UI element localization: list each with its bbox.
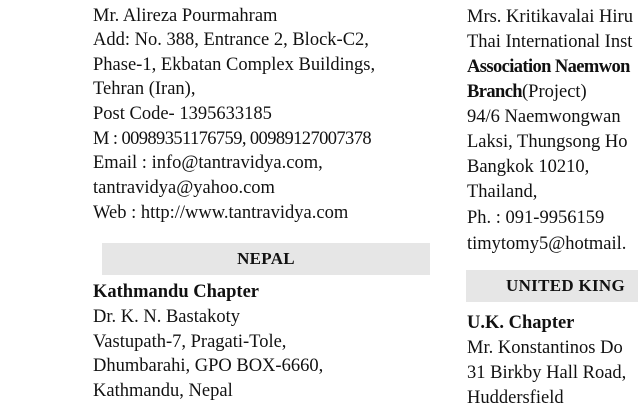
thai-email: timytomy5@hotmail. [467, 234, 627, 254]
iran-address-line: Add: No. 388, Entrance 2, Block-C2, [93, 30, 369, 50]
iran-web: Web : http://www.tantravidya.com [93, 203, 349, 223]
thai-branch-line [467, 80, 587, 104]
nepal-address-line: Kathmandu, Nepal [93, 381, 233, 401]
thai-branch-note: (Project) [522, 82, 587, 102]
thai-address-line: Laksi, Thungsong Ho [467, 132, 628, 152]
thai-institute-line: Thai International Inst [467, 32, 633, 52]
nepal-section-heading: NEPAL [102, 243, 430, 275]
iran-email: Email : info@tantravidya.com, [93, 153, 323, 173]
uk-address-line: Huddersfield [467, 388, 564, 408]
thai-contact-name: Mrs. Kritikavalai Hiru [467, 7, 633, 27]
thai-country: Thailand, [467, 182, 538, 202]
nepal-chapter-heading: Kathmandu Chapter [93, 282, 260, 302]
thai-address-line: 94/6 Naemwongwan [467, 107, 621, 127]
right-column [467, 0, 638, 410]
iran-address-line: Phase-1, Ekbatan Complex Buildings, [93, 55, 376, 75]
uk-chapter-heading: U.K. Chapter [467, 313, 575, 333]
iran-email-alt: tantravidya@yahoo.com [93, 178, 275, 198]
iran-post-code: Post Code- 1395633185 [93, 104, 272, 124]
iran-contact-name: Mr. Alireza Pourmahram [93, 6, 278, 26]
uk-section-heading [466, 270, 638, 302]
uk-section-heading-text: UNITED KING [506, 276, 626, 295]
iran-mobile: M : 00989351176759, 00989127007378 [93, 129, 372, 149]
iran-address-line: Tehran (Iran), [93, 79, 196, 99]
thai-phone: Ph. : 091-9956159 [467, 208, 605, 228]
nepal-address-line: Vastupath-7, Pragati-Tole, [93, 332, 287, 352]
nepal-address-line: Dhumbarahi, GPO BOX-6660, [93, 356, 324, 376]
thai-branch-label: Branch [467, 82, 522, 102]
uk-address-line: 31 Birkby Hall Road, [467, 363, 627, 383]
uk-contact-name: Mr. Konstantinos Do [467, 338, 623, 358]
thai-address-line: Bangkok 10210, [467, 157, 590, 177]
thai-association-line: Association Naemwon [467, 57, 630, 77]
nepal-contact-name: Dr. K. N. Bastakoty [93, 307, 240, 327]
